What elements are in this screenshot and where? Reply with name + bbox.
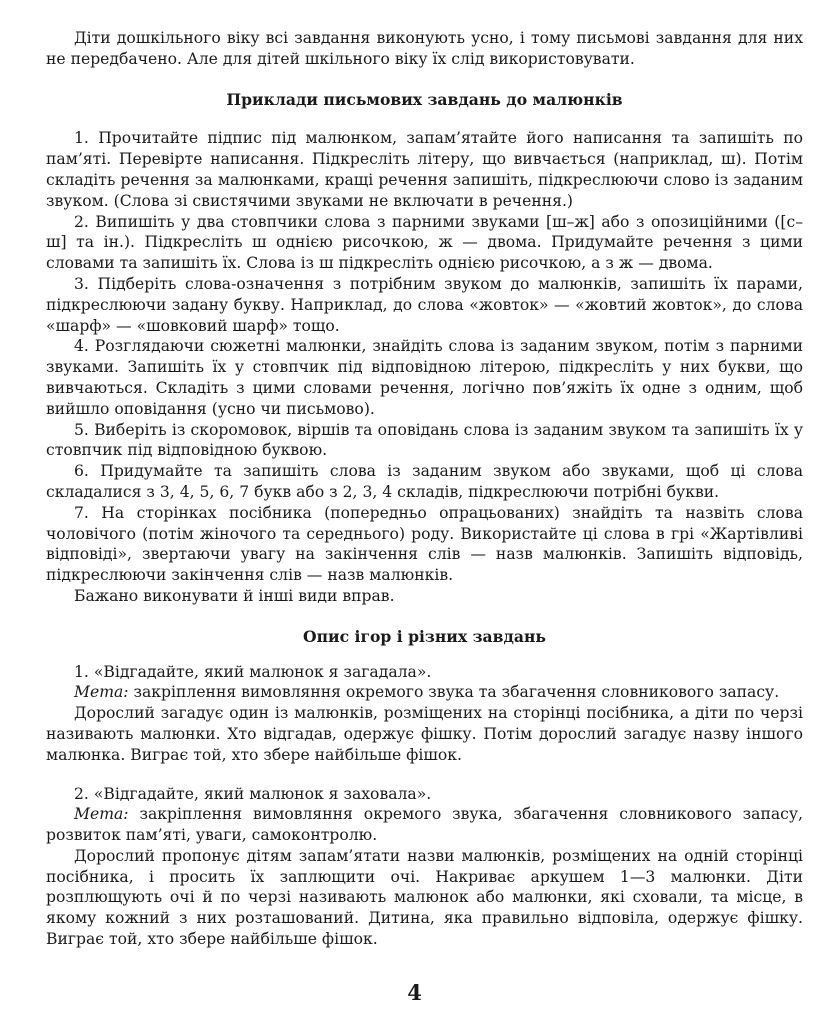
game-1-goal	[46, 682, 803, 703]
game-2-title: 2. «Відгадайте, який малюнок я заховала».	[74, 784, 432, 803]
section-heading-games: Опис ігор і різних завдань	[303, 626, 546, 646]
task-item: Бажано виконувати й інші види вправ.	[74, 586, 395, 605]
task-item: 6. Придумайте та запишіть слова із заданим звуком або звуками, щоб ці слова складалися з 3, 4, 5, 6, 7 букв або з 2, 3, 4 складів, підкреслюючи потрібні букви.	[46, 462, 803, 501]
task-item: 2. Випишіть у два стовпчики слова з парними звуками [ш–ж] або з опозиційними ([с–ш] та ін.). Підкресліть ш однією рисочкою, ж — двома. Придумайте речення з цими словами та запишіть їх. Слова із ш підкресліть однією рисочкою, а з ж — двома.	[46, 212, 803, 273]
goal-text: закріплення вимовляння окремого звука, збагачення словникового запасу, розвиток пам’яті, уваги, самоконтролю.	[46, 805, 803, 845]
goal-label: Мета:	[74, 805, 129, 824]
goal-label: Мета:	[74, 683, 129, 702]
goal-text: закріплення вимовляння окремого звука та збагачення словникового запасу.	[128, 683, 780, 702]
game-2-description: Дорослий пропонує дітям запам’ятати назви малюнків, розміщених на одній сторінці посібника, і просить їх заплющити очі. Накриває аркушем 1—3 малюнки. Діти розплющують очі й по черзі називають малюнок або малюнки, які сховали, та місце, в якому кожний з них розташований. Дитина, яка правильно відповіла, одержує фішку. Виграє той, хто збере найбільше фішок.	[46, 846, 803, 949]
game-1-description: Дорослий загадує один із малюнків, розміщених на сторінці посібника, а діти по черзі називають малюнки. Хто відгадав, одержує фішку. Потім дорослий загадує назву іншого малюнка. Виграє той, хто збере найбільше фішок.	[46, 704, 803, 764]
section-heading-written-tasks: Приклади письмових завдань до малюнків	[226, 89, 623, 109]
task-item: 3. Підберіть слова-означення з потрібним звуком до малюнків, запишіть їх парами, підкреслюючи задану букву. Наприклад, до слова «жовток» — «жовтий жовток», до слова «шарф» — «шовковий шарф» тощо.	[46, 274, 803, 335]
intro-paragraph: Діти дошкільного віку всі завдання виконують усно, і тому письмові завдання для них не передбачено. Але для дітей шкільного віку їх слід використовувати.	[46, 29, 803, 68]
game-2	[46, 784, 803, 950]
task-item: 5. Виберіть із скоромовок, віршів та оповідань слова із заданим звуком та запишіть їх у стовпчик під відповідною буквою.	[46, 420, 803, 460]
game-1	[46, 662, 803, 766]
game-1-title: 1. «Відгадайте, який малюнок я загадала».	[74, 662, 432, 681]
task-item: 1. Прочитайте підпис під малюнком, запам’ятайте його написання та запишіть по пам’яті. Перевірте написання. Підкресліть літеру, що вивчається (наприклад, ш). Потім складіть речення за малюнками, кращі речення запишіть, підкреслюючи слово із заданим звуком. (Слова зі свистячими звуками не включати в речення.)	[46, 129, 803, 210]
page-number: 4	[407, 980, 422, 1005]
game-2-goal	[46, 804, 803, 846]
task-item: 4. Розглядаючи сюжетні малюнки, знайдіть слова із заданим звуком, потім з парними звуками. Запишіть їх у стовпчик під відповідною літерою, підкресліть у них букви, що вивчаються. Складіть з цими словами речення, логічно пов’яжіть їх одне з одним, щоб вийшло оповідання (усно чи письмово).	[46, 337, 803, 418]
task-item: 7. На сторінках посібника (попередньо опрацьованих) знайдіть та назвіть слова чоловічого (потім жіночого та середнього) роду. Використайте ці слова в грі «Жартівливі відповіді», звертаючи увагу на закінчення слів — назв малюнків. Запишіть відповідь, підкреслюючи закінчення слів — назв малюнків.	[46, 503, 803, 585]
written-tasks-list	[46, 128, 803, 606]
